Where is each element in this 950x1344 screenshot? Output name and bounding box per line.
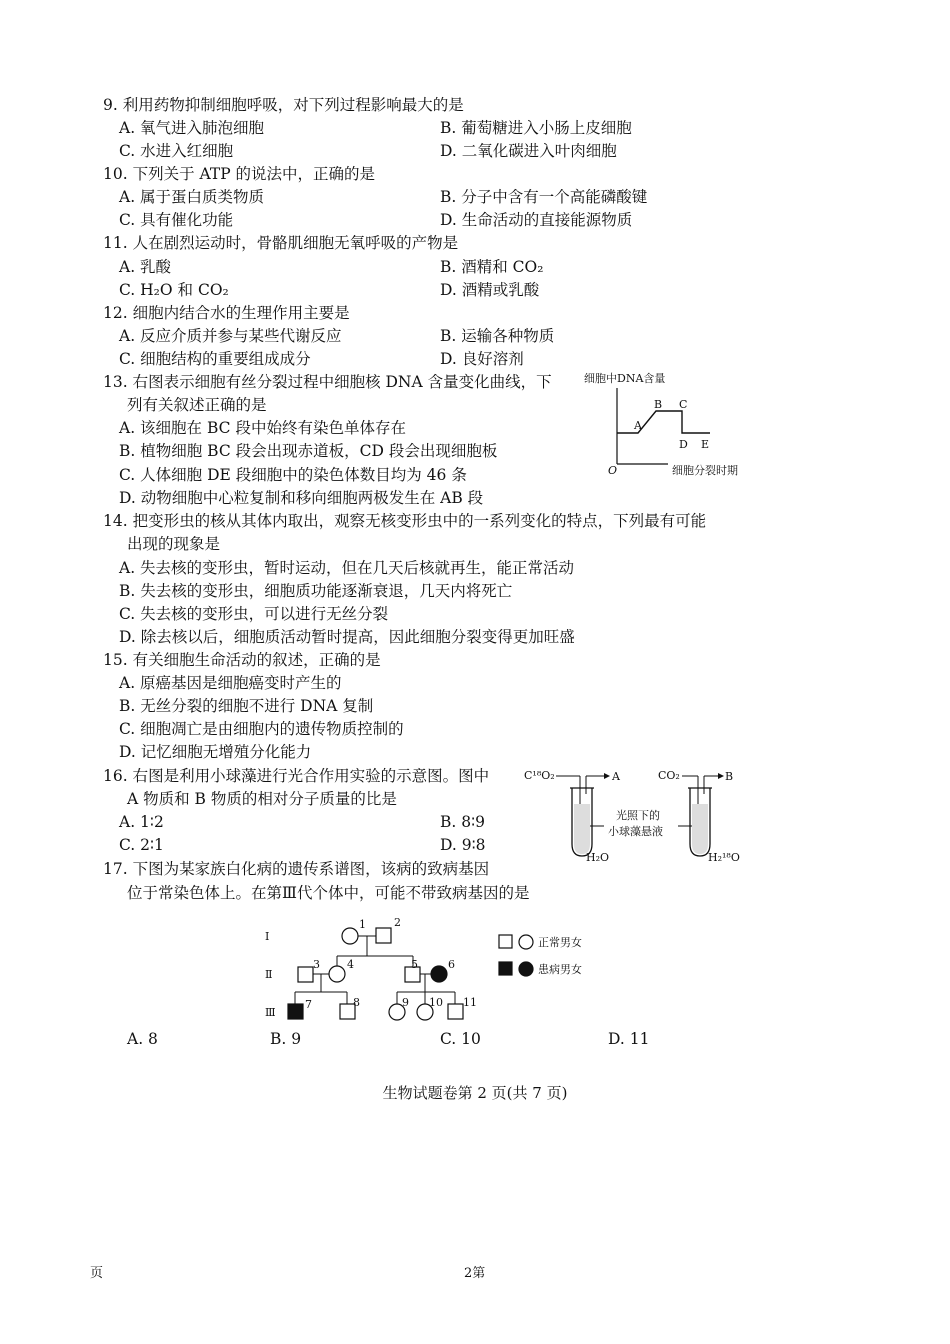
q16-option-a: A. 1∶2 [119, 813, 164, 831]
right-suspension [692, 804, 708, 854]
q14-option-b: B. 失去核的变形虫，细胞质功能逐渐衰退，几天内将死亡 [119, 582, 513, 600]
graph-ylabel: 细胞中DNA含量 [584, 372, 666, 385]
individual-4 [329, 966, 345, 982]
q12-stem: 12. 细胞内结合水的生理作用主要是 [103, 304, 350, 322]
q9-option-d: D. 二氧化碳进入叶肉细胞 [440, 142, 617, 160]
right-output-label: B [725, 770, 734, 783]
individual-6-number: 6 [448, 958, 455, 971]
legend-normal-male-icon [499, 935, 512, 948]
individual-3-number: 3 [313, 958, 320, 971]
q14-option-d: D. 除去核以后，细胞质活动暂时提高，因此细胞分裂变得更加旺盛 [119, 628, 575, 646]
right-water-label: H₂¹⁸O [708, 851, 740, 864]
q14-option-a: A. 失去核的变形虫，暂时运动，但在几天后核就再生，能正常活动 [119, 559, 575, 577]
individual-4-number: 4 [347, 958, 354, 971]
figure-label-2: 小球藻悬液 [608, 825, 663, 838]
q16-option-d: D. 9∶8 [440, 836, 486, 854]
point-b-label: B [654, 398, 663, 411]
individual-8-number: 8 [353, 996, 360, 1009]
dna-content-graph [584, 368, 770, 480]
legend-normal-female-icon [519, 935, 533, 949]
individual-10-number: 10 [429, 996, 443, 1009]
q10-stem: 10. 下列关于 ATP 的说法中，正确的是 [103, 165, 376, 183]
left-output-label: A [612, 770, 620, 783]
legend-normal-label: 正常男女 [538, 936, 582, 949]
q14-option-c: C. 失去核的变形虫，可以进行无丝分裂 [119, 605, 389, 623]
q12-option-c: C. 细胞结构的重要组成成分 [119, 350, 311, 368]
q13-stem-2: 列有关叙述正确的是 [127, 396, 267, 414]
q13-option-c: C. 人体细胞 DE 段细胞中的染色体数目均为 46 条 [119, 466, 467, 484]
individual-3 [298, 967, 313, 982]
legend-affected-label: 患病男女 [538, 963, 582, 976]
q17-option-a: A. 8 [127, 1030, 158, 1048]
left-water-label: H₂O [586, 851, 610, 864]
graph-xlabel: 细胞分裂时期 [672, 464, 738, 477]
individual-11 [448, 1004, 463, 1019]
pedigree-chart [255, 912, 615, 1024]
point-e-label: E [701, 438, 710, 451]
bottom-center-mark: 2第 [464, 1266, 486, 1281]
q9-option-c: C. 水进入红细胞 [119, 142, 234, 160]
right-gas-label: CO₂ [658, 769, 680, 782]
q11-option-d: D. 酒精或乳酸 [440, 281, 540, 299]
q12-option-d: D. 良好溶剂 [440, 350, 524, 368]
q16-option-c: C. 2∶1 [119, 836, 164, 854]
q13-option-a: A. 该细胞在 BC 段中始终有染色单体存在 [119, 419, 406, 437]
individual-6 [431, 966, 447, 982]
q13-option-b: B. 植物细胞 BC 段会出现赤道板，CD 段会出现细胞板 [119, 442, 498, 460]
q11-option-a: A. 乳酸 [119, 258, 172, 276]
individual-7-number: 7 [305, 998, 312, 1011]
q12-option-b: B. 运输各种物质 [440, 327, 555, 345]
q16-stem-1: 16. 右图是利用小球藻进行光合作用实验的示意图。图中 [103, 767, 490, 785]
legend-affected-male-icon [499, 962, 512, 975]
left-gas-label: C¹⁸O₂ [524, 769, 555, 782]
q16-option-b: B. 8∶9 [440, 813, 486, 831]
q9-option-b: B. 葡萄糖进入小肠上皮细胞 [440, 119, 632, 137]
generation-1-label: Ⅰ [265, 930, 270, 943]
point-a-label: A [634, 419, 642, 432]
generation-3-label: Ⅲ [265, 1006, 276, 1019]
q9-stem: 9. 利用药物抑制细胞呼吸，对下列过程影响最大的是 [103, 96, 464, 114]
q11-stem: 11. 人在剧烈运动时，骨骼肌细胞无氧呼吸的产物是 [103, 234, 459, 252]
q15-option-c: C. 细胞凋亡是由细胞内的遗传物质控制的 [119, 720, 404, 738]
graph-origin: O [608, 464, 618, 477]
point-d-label: D [679, 438, 688, 451]
q15-option-a: A. 原癌基因是细胞癌变时产生的 [119, 674, 342, 692]
q10-option-d: D. 生命活动的直接能源物质 [440, 211, 633, 229]
legend-affected-female-icon [519, 962, 533, 976]
individual-7 [288, 1004, 303, 1019]
individual-1-number: 1 [359, 918, 366, 931]
figure-label-1: 光照下的 [616, 809, 660, 822]
generation-2-label: Ⅱ [265, 968, 273, 981]
individual-2 [376, 928, 391, 943]
q15-option-d: D. 记忆细胞无增殖分化能力 [119, 743, 312, 761]
dna-curve [617, 411, 710, 433]
q13-stem-1: 13. 右图表示细胞有丝分裂过程中细胞核 DNA 含量变化曲线，下 [103, 373, 552, 391]
left-arrow-head [604, 773, 610, 779]
q17-stem-2: 位于常染色体上。在第Ⅲ代个体中，可能不带致病基因的是 [127, 884, 530, 902]
individual-5-number: 5 [411, 958, 418, 971]
right-arrow-head [718, 773, 724, 779]
q17-stem-1: 17. 下图为某家族白化病的遗传系谱图，该病的致病基因 [103, 860, 490, 878]
q10-option-a: A. 属于蛋白质类物质 [119, 188, 265, 206]
left-suspension [574, 804, 590, 854]
q17-option-b: B. 9 [270, 1030, 302, 1048]
individual-9-number: 9 [402, 996, 409, 1009]
q15-stem: 15. 有关细胞生命活动的叙述，正确的是 [103, 651, 381, 669]
q17-option-c: C. 10 [440, 1030, 481, 1048]
q14-stem-1: 14. 把变形虫的核从其体内取出，观察无核变形虫中的一系列变化的特点，下列最有可能 [103, 512, 707, 530]
q13-option-d: D. 动物细胞中心粒复制和移向细胞两极发生在 AB 段 [119, 489, 484, 507]
q9-option-a: A. 氧气进入肺泡细胞 [119, 119, 265, 137]
individual-1 [342, 928, 358, 944]
q12-option-a: A. 反应介质并参与某些代谢反应 [119, 327, 342, 345]
q11-option-c: C. H₂O 和 CO₂ [119, 281, 229, 299]
page-footer: 生物试题卷第 2 页(共 7 页) [382, 1084, 568, 1102]
q14-stem-2: 出现的现象是 [127, 535, 221, 553]
individual-2-number: 2 [394, 916, 401, 929]
photosynthesis-experiment-figure [522, 764, 762, 868]
individual-11-number: 11 [463, 996, 477, 1009]
q10-option-b: B. 分子中含有一个高能磷酸键 [440, 188, 648, 206]
q10-option-c: C. 具有催化功能 [119, 211, 234, 229]
q15-option-b: B. 无丝分裂的细胞不进行 DNA 复制 [119, 697, 374, 715]
q11-option-b: B. 酒精和 CO₂ [440, 258, 544, 276]
q17-option-d: D. 11 [608, 1030, 650, 1048]
point-c-label: C [679, 398, 688, 411]
bottom-left-mark: 页 [90, 1266, 104, 1281]
q16-stem-2: A 物质和 B 物质的相对分子质量的比是 [127, 790, 397, 808]
